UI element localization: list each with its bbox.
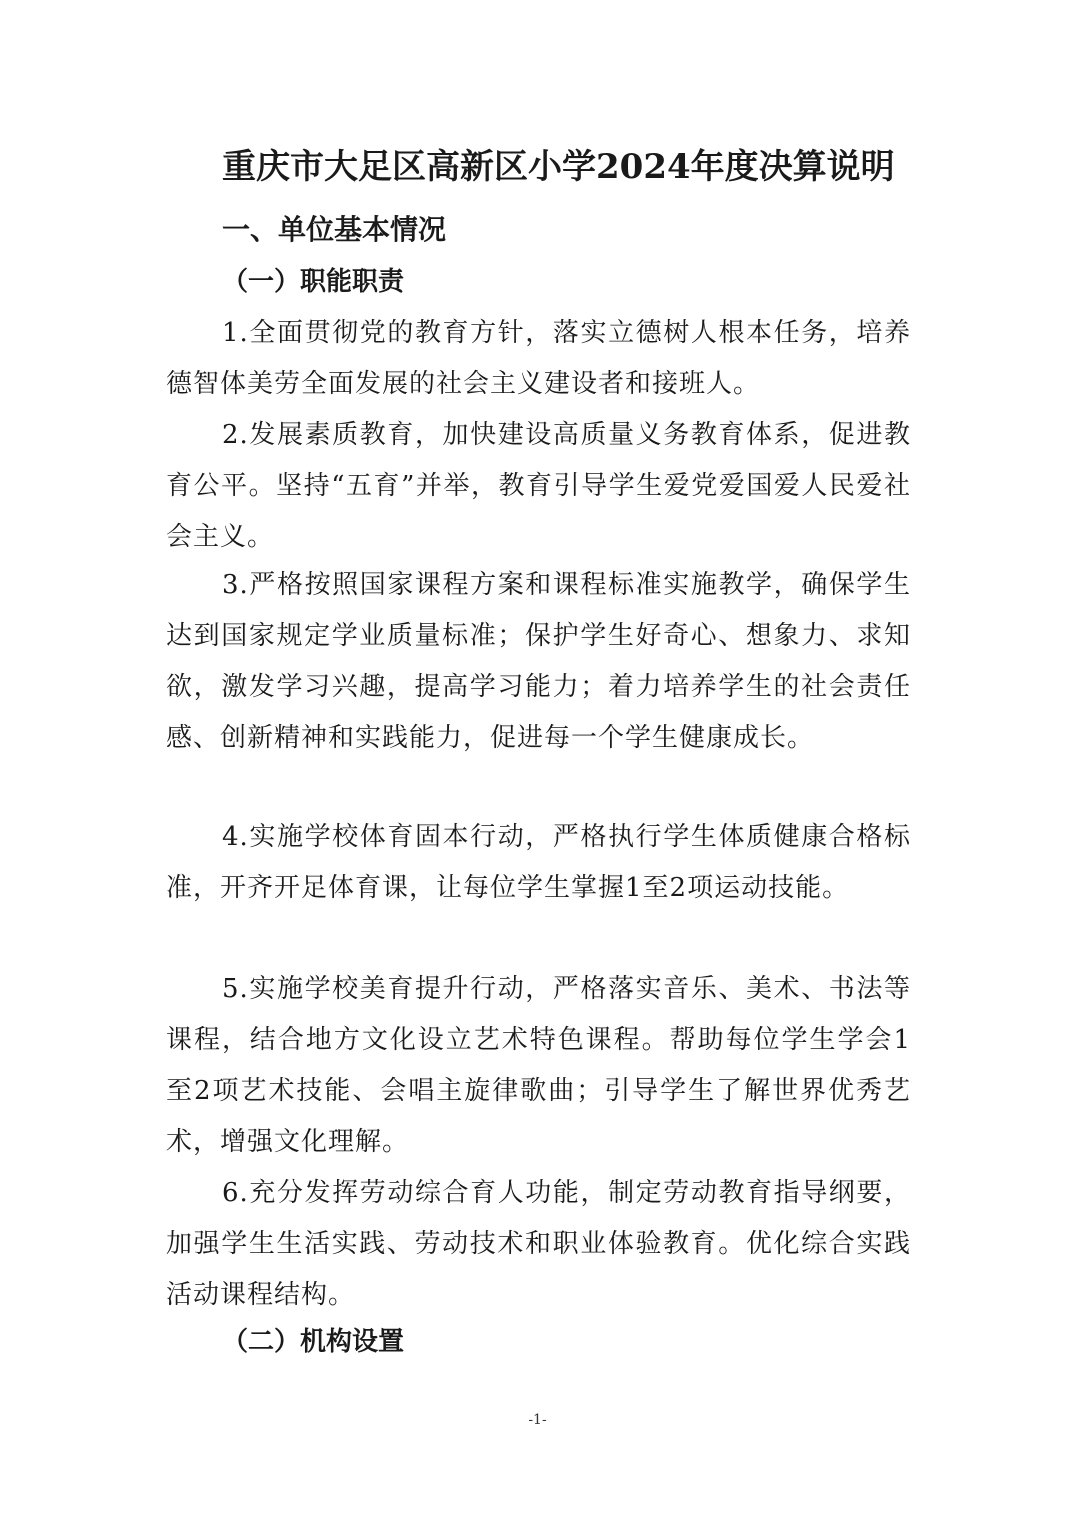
paragraph-3: 3.严格按照国家课程方案和课程标准实施教学，确保学生达到国家规定学业质量标准；保护学生好奇心、想象力、求知欲，激发学习兴趣，提高学习能力；着力培养学生的社会责任感、创新精神和实践能力，促进每一个学生健康成长。 (166, 570, 911, 753)
subsection-heading-organization: （二）机构设置 (222, 1327, 405, 1357)
paragraph-2: 2.发展素质教育，加快建设高质量义务教育体系，促进教育公平。坚持“五育”并举，教育引导学生爱党爱国爱人民爱社会主义。 (166, 420, 911, 552)
subsection-heading-functions: （一）职能职责 (222, 267, 405, 297)
paragraph-5: 5.实施学校美育提升行动，严格落实音乐、美术、书法等课程，结合地方文化设立艺术特色课程。帮助每位学生学会1至2项艺术技能、会唱主旋律歌曲；引导学生了解世界优秀艺术，增强文化理解。 (166, 974, 911, 1157)
document-title: 重庆市大足区高新区小学2024年度决算说明 (222, 147, 895, 187)
paragraph-4: 4.实施学校体育固本行动，严格执行学生体质健康合格标准，开齐开足体育课，让每位学生掌握1至2项运动技能。 (166, 822, 911, 903)
paragraph-1: 1.全面贯彻党的教育方针，落实立德树人根本任务，培养德智体美劳全面发展的社会主义建设者和接班人。 (166, 318, 911, 399)
section-heading-basic-info: 一、单位基本情况 (222, 213, 447, 246)
page-number: -1- (528, 1412, 547, 1428)
paragraph-6: 6.充分发挥劳动综合育人功能，制定劳动教育指导纲要，加强学生生活实践、劳动技术和职业体验教育。优化综合实践活动课程结构。 (166, 1178, 911, 1310)
